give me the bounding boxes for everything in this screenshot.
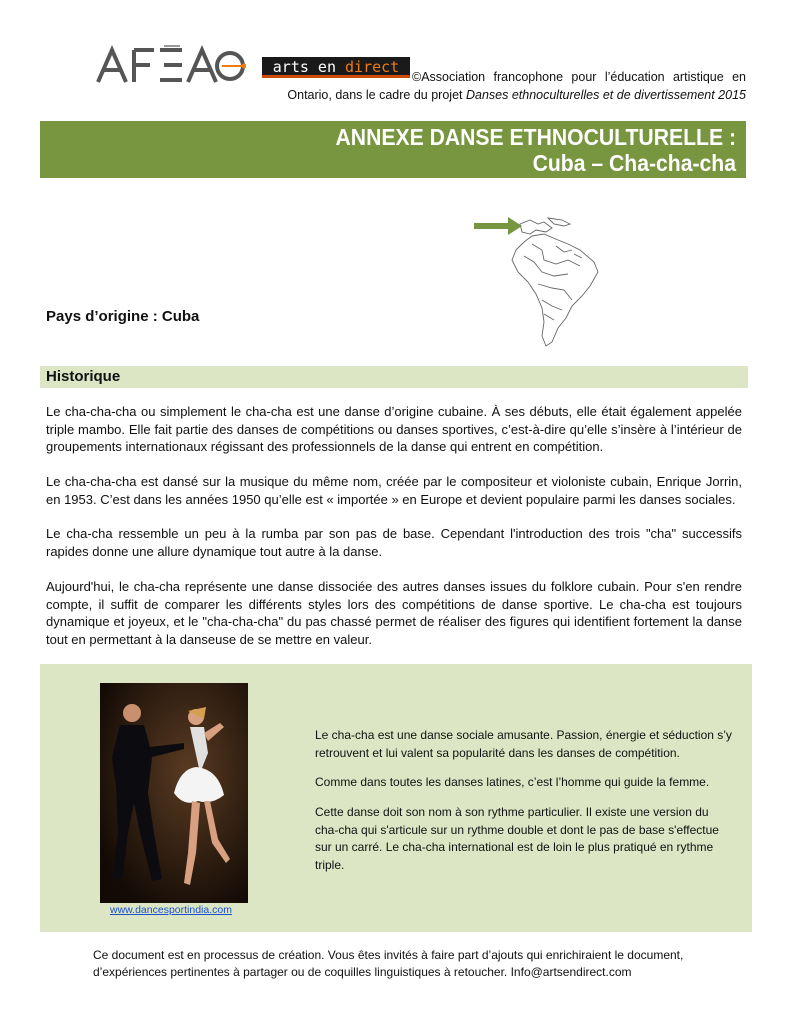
footer-note: Ce document est en processus de création. Vous êtes invités à faire part d’ajouts qui enrichiraient le document, d’expériences pertinentes à partager ou de coquilles linguistiques à retoucher. Info@artsendirect.com xyxy=(93,948,684,979)
logo-aed-part2: direct xyxy=(345,58,400,76)
photo-credit-link[interactable]: www.dancesportindia.com xyxy=(110,904,232,916)
dancers-photo xyxy=(100,683,248,903)
banner-title-line2: Cuba – Cha-cha-cha xyxy=(532,150,736,176)
country-of-origin: Pays d’origine : Cuba xyxy=(46,308,200,325)
paragraph-3: Le cha-cha ressemble un peu à la rumba par son pas de base. Cependant l'introduction des trois "cha" successifs rapides donne une allure dynamique tout autre à la danse. xyxy=(46,526,742,559)
feature-text-1: Le cha-cha est une danse sociale amusante. Passion, énergie et séduction s’y retrouvent et lui valent sa popularité dans les danses de compétition. xyxy=(315,728,732,760)
credit-line-1: ©Association francophone pour l’éducation artistique en xyxy=(412,70,746,84)
afeao-logo xyxy=(94,44,246,86)
paragraph-4: Aujourd'hui, le cha-cha représente une danse dissociée des autres danses issues du folklore cubain. Pour s'en rendre compte, il suffit de comparer les différents styles lors des compétitions de danse sportive. Le cha-cha est toujours dynamique et joyeux, et le "cha-cha-cha" du pas chassé permet de réaliser des figures qui identifient fortement la danse tout en permettant à la danseuse de se mettre en valeur. xyxy=(46,579,742,647)
credit-line-2-project: Danses ethnoculturelles et de divertissement 2015 xyxy=(465,88,746,102)
feature-text-3: Cette danse doit son nom à son rythme particulier. Il existe une version du cha-cha qui s'articule sur un rythme double et dont le pas de base s'effectue sur un carré. Le cha-cha international est de loin le plus pratiqué en rythme triple. xyxy=(315,805,719,872)
paragraph-1: Le cha-cha-cha ou simplement le cha-cha est une danse d’origine cubaine. À ses débuts, elle était également appelée triple mambo. Elle fait partie des danses de compétitions ou danses sportives, c’est-à-dire qu’elle s’insère à l’intérieur de groupements internationaux régissant des professionnels de la danse qui entrent en compétition. xyxy=(46,404,742,454)
copyright-credit xyxy=(256,68,746,104)
logo-aed-part1: arts en xyxy=(272,58,346,76)
title-banner xyxy=(40,121,746,178)
credit-line-2-prefix: Ontario, dans le cadre du projet xyxy=(287,88,466,102)
section-historique: Historique xyxy=(40,366,748,388)
south-america-map-icon xyxy=(472,210,608,350)
paragraph-2: Le cha-cha-cha est dansé sur la musique du même nom, créée par le compositeur et violoniste cubain, Enrique Jorrin, en 1953. C’est dans les années 1950 qu’elle est « importée » en Europe et devient populaire parmi les danses sociales. xyxy=(46,474,742,507)
banner-title-line1: ANNEXE DANSE ETHNOCULTURELLE : xyxy=(335,124,736,150)
feature-text-2: Comme dans toutes les danses latines, c’est l’homme qui guide la femme. xyxy=(315,775,710,789)
